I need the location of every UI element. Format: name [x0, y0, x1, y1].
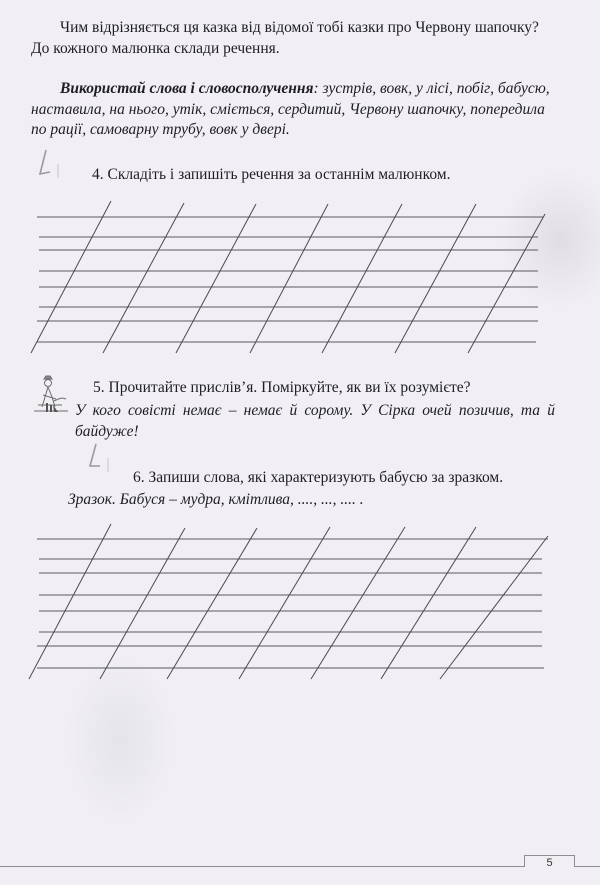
pencil-mark-icon	[36, 146, 68, 182]
page-number: 5	[546, 857, 553, 869]
words-paragraph	[31, 79, 551, 141]
reading-figure-illustration	[28, 375, 72, 417]
words-list: : зустрів, вовк, у лісі, побіг, бабусю, наставила, на нього, утік, сміється, сердитий, Червону шапочку, попередила по рації, самоварну трубу, вовк у двері.	[31, 80, 550, 138]
task6-example: Зразок. Бабуся – мудра, кмітлива, ...., ..., .... .	[68, 491, 364, 508]
footer-rule	[0, 866, 524, 867]
words-label: Використай слова і словосполучення	[60, 80, 314, 97]
task5-proverbs: У кого совісті немає – немає й сорому. У Сірка очей позичив, та й байдуже!	[75, 402, 555, 440]
intro-instruction: До кожного малюнка склади речення.	[31, 40, 280, 57]
writing-grid-task4[interactable]	[0, 195, 600, 360]
intro-question: Чим відрізняється ця казка від відомої тобі казки про Червону шапочку?	[60, 19, 539, 36]
pencil-mark-icon	[84, 440, 114, 474]
writing-grid-task6[interactable]	[0, 518, 600, 683]
task4-title: 4. Складіть і запишіть речення за останнім малюнком.	[92, 166, 451, 183]
task5-title: 5. Прочитайте прислів’я. Поміркуйте, як ви їх розумієте?	[93, 379, 471, 396]
footer-rule-right	[575, 866, 600, 867]
task6-title: 6. Запиши слова, які характеризують бабусю за зразком.	[133, 469, 504, 486]
